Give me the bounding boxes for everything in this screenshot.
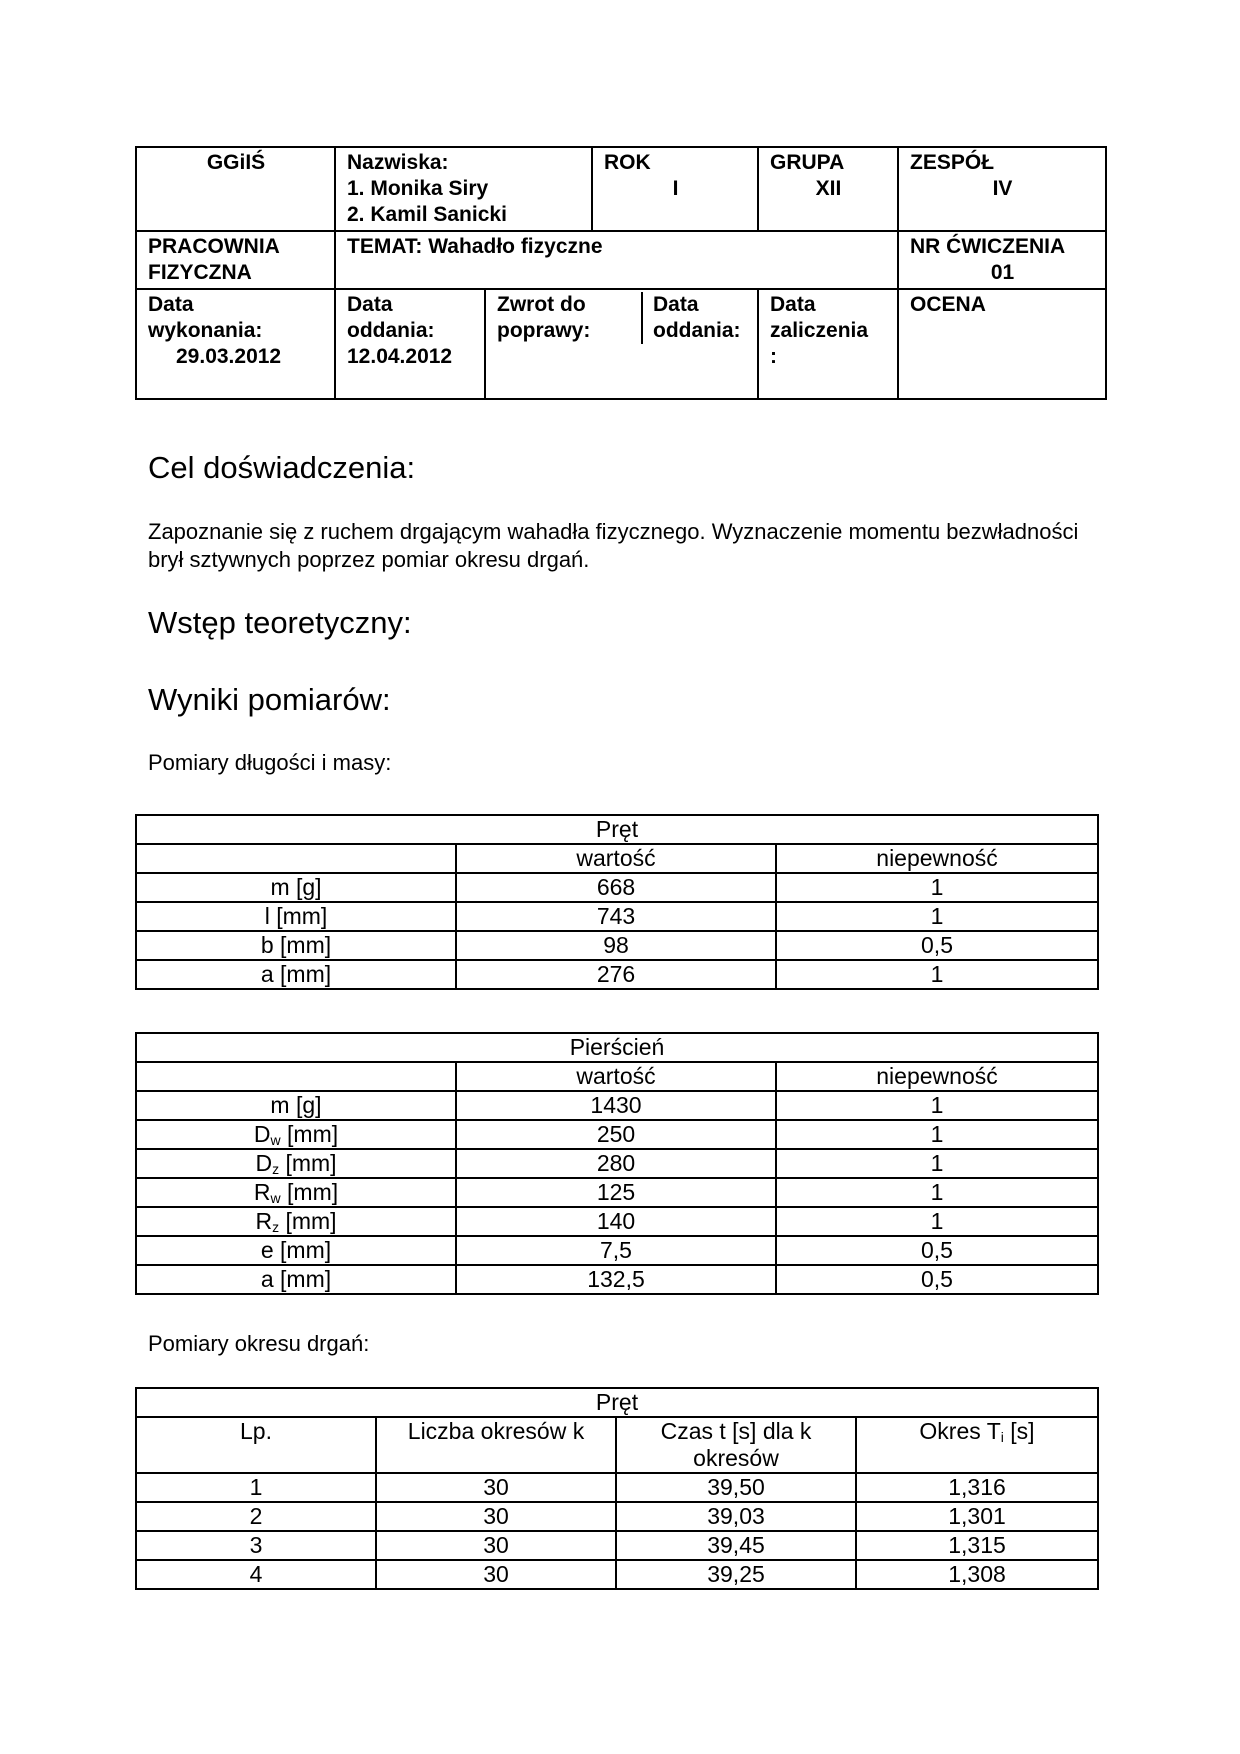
row-unc: 1: [776, 960, 1098, 989]
row-T: 1,308: [856, 1560, 1098, 1589]
rok-cell: [592, 147, 758, 231]
table-row: [136, 1265, 1098, 1294]
row-t: 39,45: [616, 1531, 856, 1560]
row-value: 140: [456, 1207, 776, 1236]
cel-text: Zapoznanie się z ruchem drgającym wahadła fizycznego. Wyznaczenie momentu bezwładności brył sztywnych poprzez pomiar okresu drgań.: [148, 519, 1079, 572]
row-k: 30: [376, 1473, 616, 1502]
pret-table: [135, 814, 1099, 990]
label-main: e: [260, 1237, 274, 1263]
okres-table: [135, 1387, 1099, 1590]
wykonania-line1: Data: [148, 293, 194, 316]
row-value: 125: [456, 1178, 776, 1207]
header-T-unit: [s]: [1003, 1418, 1035, 1444]
row-value: 1430: [456, 1091, 776, 1120]
label-main: D: [255, 1150, 273, 1176]
wstep-title: Wstęp teoretyczny:: [148, 605, 412, 640]
row-label: [136, 1091, 456, 1120]
table-row: [136, 960, 1098, 989]
rok-label: ROK: [604, 151, 651, 174]
label-unit: [mm]: [279, 1208, 337, 1234]
oddania2-line2: oddania:: [653, 319, 741, 342]
row-value: 7,5: [456, 1236, 776, 1265]
header-T-main: Okres T: [919, 1418, 1001, 1444]
table-row: [136, 1178, 1098, 1207]
header-T-sub: i: [1000, 1429, 1004, 1445]
row-unc: 1: [776, 1149, 1098, 1178]
row-unc: 1: [776, 1120, 1098, 1149]
okres-header-T: [856, 1417, 1098, 1473]
pierscien-table-title: Pierścień: [136, 1033, 1098, 1062]
row-label: l [mm]: [136, 902, 456, 931]
ocena-cell: [898, 289, 1106, 399]
pierscien-header-value: wartość: [456, 1062, 776, 1091]
table-row: [136, 873, 1098, 902]
row-unc: 0,5: [776, 1265, 1098, 1294]
okres-header-t-line2: okresów: [693, 1445, 779, 1471]
row-unc: 1: [776, 873, 1098, 902]
zaliczenia-cell: [758, 289, 898, 399]
table-row: [136, 1502, 1098, 1531]
nr-label: NR ĆWICZENIA: [910, 235, 1066, 258]
label-sub: z: [272, 1219, 280, 1235]
pracownia-line1: PRACOWNIA: [148, 235, 280, 258]
row-unc: 0,5: [776, 1236, 1098, 1265]
school-name: GGiIŚ: [206, 151, 266, 174]
row-lp: 3: [136, 1531, 376, 1560]
label-main: R: [255, 1208, 273, 1234]
table-row: [136, 1149, 1098, 1178]
temat-cell: [335, 231, 898, 289]
row-label: a [mm]: [136, 960, 456, 989]
row-k: 30: [376, 1560, 616, 1589]
wykonania-line2: wykonania:: [148, 319, 263, 342]
wykonania-value: 29.03.2012: [176, 345, 282, 368]
table-row: [136, 1560, 1098, 1589]
label-main: a: [260, 1266, 274, 1292]
row-value: 280: [456, 1149, 776, 1178]
okres-table-title: Pręt: [136, 1388, 1098, 1417]
ocena-label: OCENA: [910, 293, 986, 316]
table-row: [136, 1473, 1098, 1502]
row-k: 30: [376, 1502, 616, 1531]
label-sub: w: [270, 1132, 281, 1148]
pret-header-unc: niepewność: [776, 844, 1098, 873]
zwrot-line2: poprawy:: [497, 319, 591, 342]
table-row: [136, 1531, 1098, 1560]
pierscien-header-empty: [136, 1062, 456, 1091]
row-label: b [mm]: [136, 931, 456, 960]
row-lp: 1: [136, 1473, 376, 1502]
row-label: [136, 1265, 456, 1294]
label-sub: w: [270, 1190, 281, 1206]
pret-header-value: wartość: [456, 844, 776, 873]
pierscien-table: [135, 1032, 1099, 1295]
grupa-label: GRUPA: [770, 151, 845, 174]
row-unc: 1: [776, 902, 1098, 931]
names-cell: [335, 147, 592, 231]
grupa-value: XII: [815, 177, 842, 200]
table-row: [136, 902, 1098, 931]
zwrot-sub: [497, 292, 642, 344]
header-table: [135, 146, 1107, 400]
label-unit: [mm]: [273, 1237, 332, 1263]
grupa-cell: [758, 147, 898, 231]
row-unc: 0,5: [776, 931, 1098, 960]
pret-table-title: Pręt: [136, 815, 1098, 844]
label-main: m: [270, 1092, 290, 1118]
row-value: 276: [456, 960, 776, 989]
okres-header-k: Liczba okresów k: [376, 1417, 616, 1473]
table-row: [136, 1091, 1098, 1120]
label-unit: [g]: [289, 1092, 322, 1118]
row-value: 132,5: [456, 1265, 776, 1294]
oddania-line1: Data: [347, 293, 393, 316]
zwrot-split: [497, 292, 747, 344]
row-unc: 1: [776, 1091, 1098, 1120]
row-t: 39,25: [616, 1560, 856, 1589]
row-unc: 1: [776, 1178, 1098, 1207]
okres-header-t: [616, 1417, 856, 1473]
row-t: 39,50: [616, 1473, 856, 1502]
row-lp: 2: [136, 1502, 376, 1531]
zespol-value: IV: [992, 177, 1013, 200]
pomiary-dlugosci-label: Pomiary długości i masy:: [148, 750, 392, 775]
okres-header-lp: Lp.: [136, 1417, 376, 1473]
zwrot-line1: Zwrot do: [497, 293, 586, 316]
row-value: 743: [456, 902, 776, 931]
name-2: 2. Kamil Sanicki: [347, 203, 507, 226]
oddania-line2: oddania:: [347, 319, 435, 342]
oddania-value: 12.04.2012: [347, 345, 453, 368]
pierscien-header-unc: niepewność: [776, 1062, 1098, 1091]
label-unit: [mm]: [280, 1121, 339, 1147]
pret-header-empty: [136, 844, 456, 873]
row-k: 30: [376, 1531, 616, 1560]
row-value: 98: [456, 931, 776, 960]
cel-title: Cel doświadczenia:: [148, 450, 416, 485]
oddania2-line1: Data: [653, 293, 699, 316]
row-T: 1,315: [856, 1531, 1098, 1560]
oddania2-sub: [642, 292, 747, 344]
school-cell: [136, 147, 335, 231]
wykonania-cell: [136, 289, 335, 399]
pracownia-line2: FIZYCZNA: [148, 261, 252, 284]
row-T: 1,316: [856, 1473, 1098, 1502]
wyniki-title: Wyniki pomiarów:: [148, 682, 391, 717]
row-T: 1,301: [856, 1502, 1098, 1531]
label-sub: z: [272, 1161, 280, 1177]
row-label: [136, 1178, 456, 1207]
row-label: [136, 1236, 456, 1265]
zaliczenia-line2: zaliczenia: [770, 319, 869, 342]
row-value: 250: [456, 1120, 776, 1149]
okres-header-t-line1: Czas t [s] dla k: [660, 1418, 812, 1444]
table-row: [136, 1236, 1098, 1265]
row-unc: 1: [776, 1207, 1098, 1236]
zaliczenia-line1: Data: [770, 293, 816, 316]
nr-value: 01: [990, 261, 1015, 284]
pracownia-cell: [136, 231, 335, 289]
label-unit: [mm]: [280, 1179, 339, 1205]
label-main: D: [253, 1121, 271, 1147]
label-unit: [mm]: [273, 1266, 332, 1292]
zwrot-cell: [485, 289, 758, 399]
nr-cell: [898, 231, 1106, 289]
pomiary-okresu-label: Pomiary okresu drgań:: [148, 1331, 370, 1356]
row-t: 39,03: [616, 1502, 856, 1531]
row-label: [136, 1207, 456, 1236]
row-label: [136, 1149, 456, 1178]
zespol-label: ZESPÓŁ: [910, 151, 995, 174]
temat-text: TEMAT: Wahadło fizyczne: [347, 235, 603, 258]
label-main: R: [253, 1179, 271, 1205]
oddania-cell: [335, 289, 485, 399]
table-row: [136, 1120, 1098, 1149]
table-row: [136, 1207, 1098, 1236]
table-row: [136, 931, 1098, 960]
row-lp: 4: [136, 1560, 376, 1589]
names-label: Nazwiska:: [347, 151, 449, 174]
zespol-cell: [898, 147, 1106, 231]
name-1: 1. Monika Siry: [347, 177, 489, 200]
row-value: 668: [456, 873, 776, 902]
rok-value: I: [672, 177, 679, 200]
zaliczenia-line3: :: [770, 345, 778, 368]
row-label: m [g]: [136, 873, 456, 902]
row-label: [136, 1120, 456, 1149]
label-unit: [mm]: [279, 1150, 337, 1176]
